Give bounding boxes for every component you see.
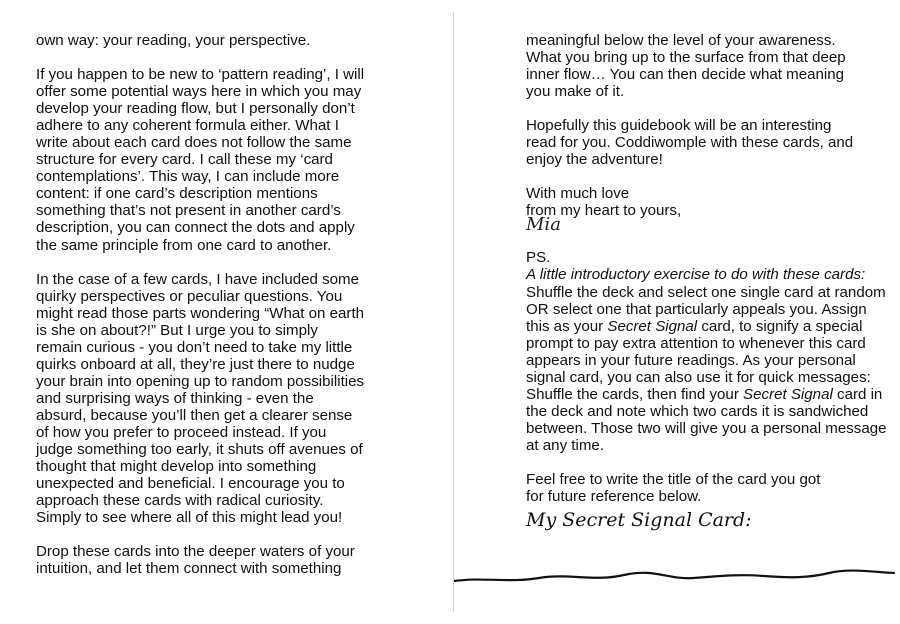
paragraph: If you happen to be new to ‘pattern reading’, I will offer some potential ways here in which you may develop your reading flow, but I personally don’t adhere to any coherent formula either. What I write about each card does not follow the same structure for every card. I call these my ‘card contemplations’. This way, I can include more content: if one card’s description mentions something that’s not present in another card’s description, you can connect the dots and apply the same principle from one card to another. — [36, 66, 365, 254]
secret-signal-term: Secret Signal — [607, 317, 698, 335]
closing: With much love from my heart to yours, — [526, 185, 682, 220]
paragraph: In the case of a few cards, I have included some quirky perspectives or peculiar questions. You might read those parts wondering “What on earth is she on about?!” But I urge you to simply remain curious - you don’t need to take my little quirks onboard at all, they’re just there to nudge your brain into opening up to random possibilities and surprising ways of thinking - even the absurd, because you’ll then get a clearer sense of how you prefer to proceed instead. If you judge something too early, it shuts off avenues of thought that might develop into something unexpected and beneficial. I encourage you to approach these cards with radical curiosity. Simply to see where all of this might lead you! — [36, 270, 365, 527]
secret-signal-term: Secret Signal — [743, 385, 833, 403]
exercise-paragraph — [526, 266, 898, 454]
exercise-text-a: Shuffle the deck and select one single card at random OR select one that particularly appeals you. Assign this as your — [526, 283, 886, 335]
left-page-text — [36, 32, 456, 577]
right-page — [454, 0, 900, 624]
exercise-title: A little introductory exercise to do with these cards: — [526, 266, 866, 284]
paragraph: own way: your reading, your perspective. — [36, 32, 311, 49]
right-page-text — [526, 32, 898, 531]
wave-line-decoration — [454, 562, 900, 592]
paragraph: Hopefully this guidebook will be an interesting read for you. Coddiwomple with these cards, and enjoy the adventure! — [526, 117, 854, 169]
signature: Mia — [526, 214, 561, 236]
ps-label: PS. — [526, 249, 551, 267]
exercise-text-c: card in the deck and note which two cards it is sandwiched between. Those two will give you a personal message at any time. — [526, 385, 887, 454]
paragraph: Feel free to write the title of the card you got for future reference below. — [526, 470, 821, 506]
paragraph: meaningful below the level of your awareness. What you bring up to the surface from that deep inner flow… You can then decide what meaning you make of it. — [526, 32, 846, 101]
paragraph: Drop these cards into the deeper waters of your intuition, and let them connect with something — [36, 543, 355, 578]
exercise-text-b: card, to signify a special prompt to pay extra attention to whenever this card appears in your future readings. As your personal signal card, you can also use it for quick messages: Shuffle the cards, then find your — [526, 317, 871, 403]
wave-line — [454, 571, 894, 581]
secret-signal-card-heading: My Secret Signal Card: — [526, 509, 752, 532]
